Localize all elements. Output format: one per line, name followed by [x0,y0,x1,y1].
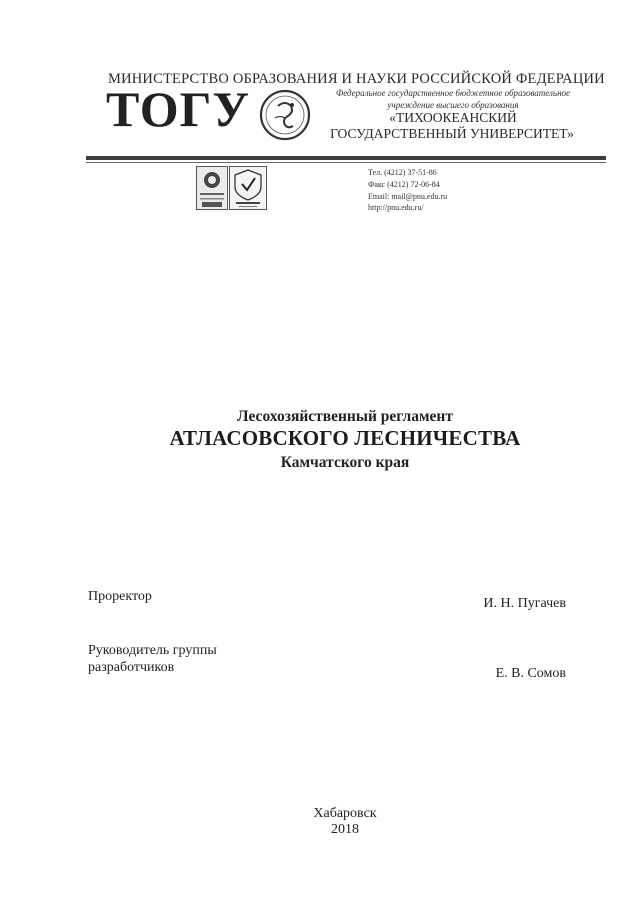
signatory-role-line2: разработчиков [88,660,175,675]
signatory-role-line1: Руководитель группы [88,643,217,658]
university-name-line2: ГОСУДАРСТВЕННЫЙ УНИВЕРСИТЕТ» [330,126,574,141]
ministry-header: МИНИСТЕРСТВО ОБРАЗОВАНИЯ И НАУКИ РОССИЙСКОЙ ФЕДЕРАЦИИ [108,71,605,87]
document-type: Лесохозяйственный регламент [237,408,453,425]
document-title: АТЛАСОВСКОГО ЛЕСНИЧЕСТВА [169,426,521,450]
university-acronym: ТОГУ [106,81,251,137]
university-emblem-icon [258,88,312,142]
contact-email: Email: mail@pnu.edu.ru [368,192,448,201]
ukas-certification-icon [229,166,267,210]
document-region: Камчатского края [280,454,410,471]
university-institution-line: учреждение высшего образования [387,100,519,110]
contact-fax: Факс (4212) 72-06-84 [368,180,440,189]
signatory-role-lead-developer [88,642,217,676]
contact-website: http://pnu.edu.ru/ [368,203,424,212]
signatory-name-prorector: И. Н. Пугачев [483,596,566,611]
publication-city: Хабаровск [313,806,377,821]
signatory-name-lead-developer: Е. В. Сомов [495,666,566,681]
university-type-line: Федеральное государственное бюджетное образовательное [335,88,571,98]
signatory-role-prorector: Проректор [88,589,152,604]
contact-phone: Тел. (4212) 37-51-86 [368,168,437,177]
university-name-line1: «ТИХООКЕАНСКИЙ [389,110,517,125]
letterhead-divider-thin [86,162,606,163]
publication-year: 2018 [331,822,359,837]
iqnet-certification-icon [196,166,228,210]
letterhead-divider-thick [86,156,606,160]
